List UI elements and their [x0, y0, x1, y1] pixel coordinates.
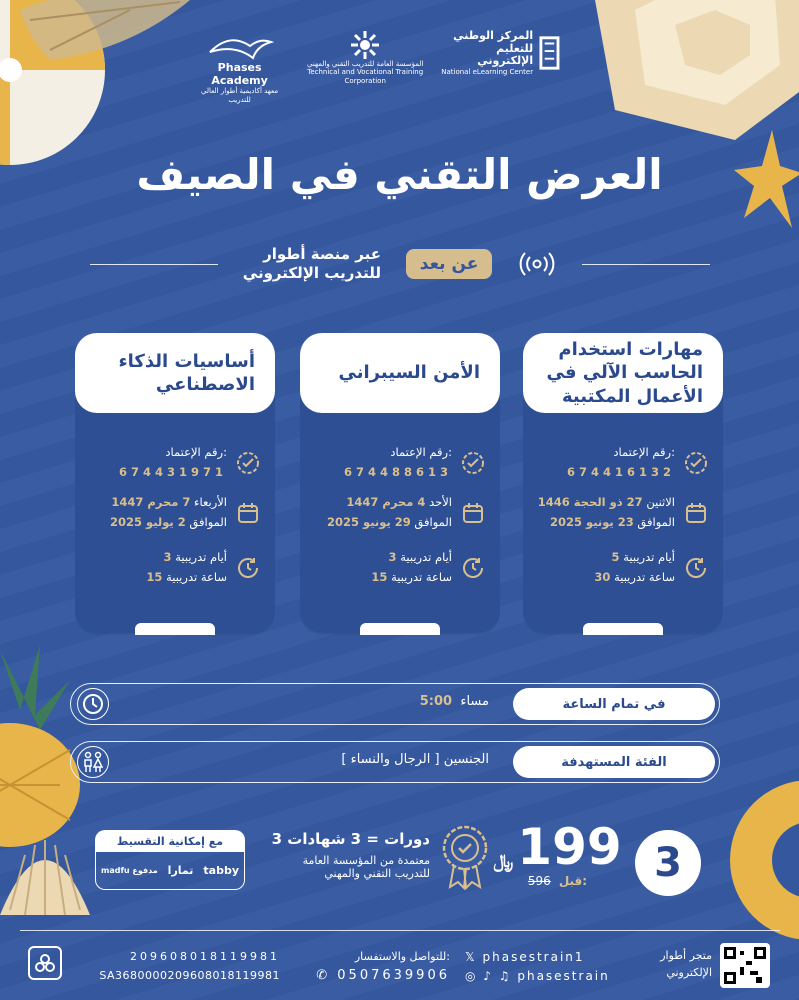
logo-national-elearning-center	[441, 30, 560, 76]
calendar-icon	[235, 500, 261, 526]
training-hours: 15	[371, 569, 388, 584]
social-icons: ◎ ♪ ♫	[465, 969, 512, 984]
via-line2: للتدريب الإلكتروني	[242, 264, 381, 282]
date-hijri: 27 ذو الحجة 1446	[537, 495, 643, 509]
seashell-decoration	[0, 825, 100, 925]
phone-number[interactable]: 0507639906	[337, 967, 450, 983]
divider-right	[582, 264, 710, 265]
divider-left	[90, 264, 218, 265]
date-greg-label: الموافق	[414, 514, 452, 529]
accreditation-row	[311, 443, 486, 482]
course-title-line: مهارات استخدام	[558, 338, 703, 360]
via-line1: عبر منصة أطوار	[263, 244, 381, 263]
date-day: الاثنين	[646, 495, 675, 509]
course-card-office-skills[interactable]	[523, 333, 723, 633]
provider-madfu: madfu مدفوع	[100, 866, 158, 875]
training-hours-label: ساعة تدريبية	[614, 569, 675, 584]
broadcast-icon	[517, 250, 557, 278]
phases-bird-icon	[205, 30, 275, 62]
men-women-icon	[77, 746, 109, 778]
training-hours: 15	[146, 569, 163, 584]
date-row	[534, 493, 709, 532]
accreditation-number: 674431971	[118, 464, 227, 479]
date-greg: 29 يونيو 2025	[326, 514, 411, 529]
course-count-badge	[628, 823, 708, 903]
course-count: 3	[635, 830, 701, 896]
price-block	[493, 818, 622, 888]
time-bar	[70, 683, 720, 725]
accredited-line2: للتدريب التقني والمهني	[324, 867, 430, 880]
provider-tamara: تمارا	[167, 864, 194, 877]
provider-tabby: tabby	[203, 864, 239, 877]
course-card-ai[interactable]	[75, 333, 275, 633]
contact-block	[300, 948, 450, 986]
accreditation-label: رقم الإعتماد:	[613, 445, 675, 459]
store-line1: متجر أطوار	[660, 949, 712, 962]
verified-badge-icon	[460, 450, 486, 476]
training-days-label: أيام تدريبية	[400, 550, 452, 564]
clock-refresh-icon	[683, 555, 709, 581]
store-line2: الإلكتروني	[666, 965, 712, 979]
palm-leaf-decoration	[10, 0, 200, 80]
account-number: 209608018119981	[130, 950, 280, 963]
tvtc-ar: المؤسسة العامة للتدريب التقني والمهني	[307, 60, 424, 68]
course-title	[300, 333, 500, 413]
bank-details	[68, 948, 280, 985]
old-price: 596	[527, 874, 551, 888]
time-suffix: مساء	[460, 694, 489, 709]
course-title-line: الأعمال المكتبية	[561, 385, 703, 407]
accreditation-label: رقم الإعتماد:	[165, 445, 227, 459]
offer-details	[250, 830, 430, 880]
date-hijri: 7 محرم 1447	[111, 495, 191, 509]
social-handle[interactable]: phasestrain	[517, 969, 610, 984]
date-greg: 2 يوليو 2025	[109, 514, 186, 529]
training-days: 3	[163, 550, 172, 564]
tvtc-en: Technical and Vocational Training Corporation	[307, 68, 424, 85]
phases-academy-en: Phases Academy	[211, 61, 268, 87]
date-greg: 23 يونيو 2025	[549, 514, 634, 529]
card-tab	[360, 623, 440, 635]
duration-row	[86, 548, 261, 587]
training-hours-label: ساعة تدريبية	[391, 569, 452, 584]
logo-tvtc	[289, 30, 441, 85]
audience-bar	[70, 741, 720, 783]
date-row	[311, 493, 486, 532]
verified-badge-icon	[683, 450, 709, 476]
time-hour: 5:00	[419, 694, 453, 709]
duration-row	[311, 548, 486, 587]
contact-label: للتواصل والاستفسار:	[354, 950, 450, 963]
qr-code-icon	[724, 947, 766, 984]
course-title-line: الاصطناعي	[155, 374, 255, 395]
clock-refresh-icon	[235, 555, 261, 581]
card-tab	[135, 623, 215, 635]
time-value	[420, 694, 489, 709]
ncel-ar-line1: المركز الوطني	[453, 29, 534, 42]
price: 199	[517, 818, 622, 876]
riyal-icon: ﷼	[493, 851, 514, 872]
header-logos	[190, 29, 560, 104]
date-hijri: 4 محرم 1447	[346, 495, 426, 509]
iban: SA3680000209608018119981	[99, 968, 280, 982]
logo-phases-academy	[190, 30, 289, 104]
tvtc-emblem-icon	[350, 30, 380, 60]
qr-code[interactable]	[720, 943, 770, 988]
installments-label: مع إمكانية التقسيط	[95, 830, 245, 852]
date-greg-label: الموافق	[637, 514, 675, 529]
time-label: في تمام الساعة	[513, 688, 715, 720]
calendar-icon	[683, 500, 709, 526]
ncel-ar-line2: للتعليم الإلكتروني	[477, 41, 534, 68]
delivery-via	[243, 245, 381, 284]
pineapple-decoration	[0, 640, 80, 850]
accreditation-row	[86, 443, 261, 482]
footer-divider	[20, 930, 780, 931]
old-price-label: قبل:	[558, 874, 588, 888]
accreditation-number: 674416132	[566, 464, 675, 479]
course-title	[75, 333, 275, 413]
ncel-emblem-icon	[539, 33, 560, 73]
card-tab	[583, 623, 663, 635]
audience-label: الفئة المستهدفة	[513, 746, 715, 778]
date-row	[86, 493, 261, 532]
training-days: 5	[611, 550, 620, 564]
course-title	[523, 333, 723, 413]
clock-icon	[77, 688, 109, 720]
accreditation-label: رقم الإعتماد:	[390, 445, 452, 459]
x-handle[interactable]: phasestrain1	[482, 950, 585, 964]
accredited-line1: معتمدة من المؤسسة العامة	[302, 854, 430, 867]
offer-headline: 3 دورات = 3 شهادات	[271, 830, 430, 848]
certificate-medal-icon	[440, 823, 490, 891]
installments-box	[95, 830, 245, 892]
delivery-line	[90, 242, 710, 286]
phases-academy-ar: معهد أكاديمية أطوار العالي للتدريب	[201, 87, 279, 104]
date-greg-label: الموافق	[189, 514, 227, 529]
accreditation-number: 674488613	[343, 464, 452, 479]
audience-value: الجنسين [ الرجال والنساء ]	[341, 752, 489, 767]
clock-refresh-icon	[460, 555, 486, 581]
ncel-en: National eLearning Center	[441, 67, 534, 76]
x-logo-icon: 𝕏	[465, 950, 477, 964]
training-hours-label: ساعة تدريبية	[166, 569, 227, 584]
social-handles	[465, 948, 630, 986]
course-title-line: الأمن السيبراني	[338, 362, 480, 384]
course-card-cybersecurity[interactable]	[300, 333, 500, 633]
remote-badge: عن بعد	[406, 249, 493, 279]
page-title: العرض التقني في الصيف	[136, 150, 663, 199]
training-days: 3	[388, 550, 397, 564]
training-days-label: أيام تدريبية	[175, 550, 227, 564]
training-hours: 30	[594, 569, 611, 584]
course-title-line: أساسيات الذكاء	[118, 350, 255, 372]
verified-badge-icon	[235, 450, 261, 476]
installment-providers	[95, 852, 245, 890]
training-days-label: أيام تدريبية	[623, 550, 675, 564]
date-day: الأربعاء	[194, 495, 227, 509]
date-day: الأحد	[429, 495, 452, 509]
accreditation-row	[534, 443, 709, 482]
bank-logo-icon	[28, 946, 62, 980]
duration-row	[534, 548, 709, 587]
course-title-line: الحاسب الآلي في	[546, 362, 703, 384]
store-label	[640, 948, 712, 981]
calendar-icon	[460, 500, 486, 526]
whatsapp-icon: ✆	[316, 967, 331, 983]
